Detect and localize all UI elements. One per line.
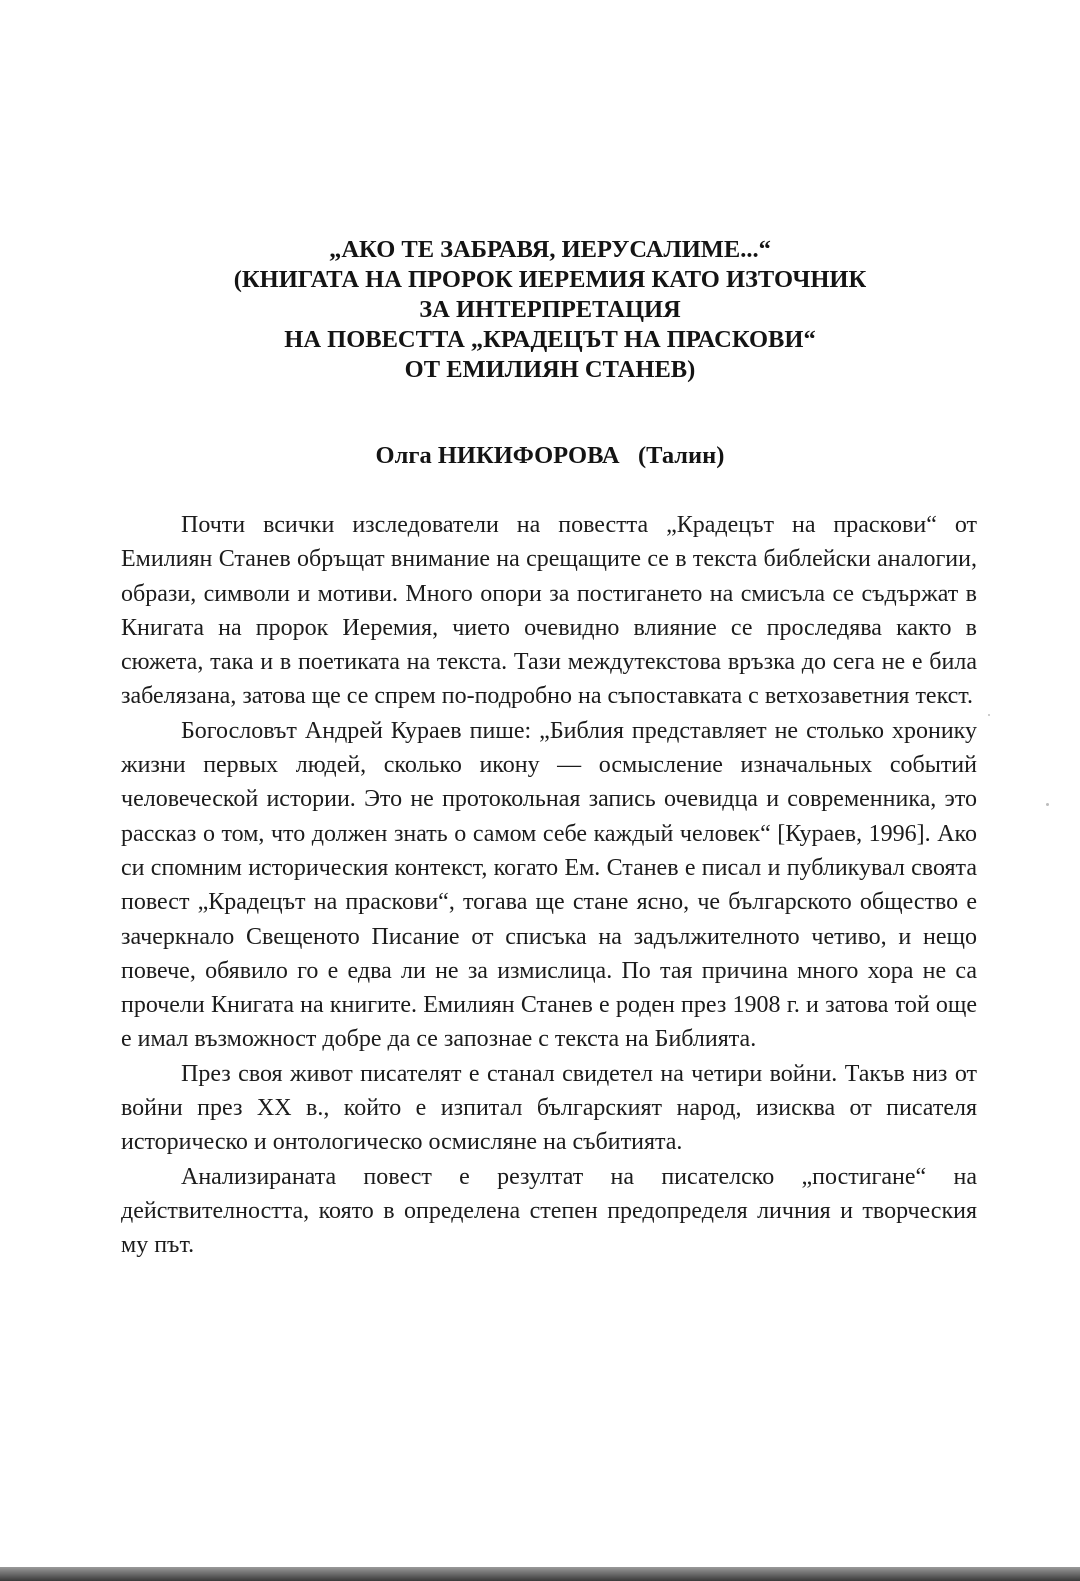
author-city: (Талин) <box>637 442 725 469</box>
author-line <box>120 441 980 471</box>
title-line-3: ЗА ИНТЕРПРЕТАЦИЯ <box>419 296 681 323</box>
paragraph-2: Богословът Андрей Кураев пише: „Библия представляет не столько хронику жизни первых людей, сколько икону — осмысление изначальных событий человеческой истории. Это не протокольная запись очевидца и современника, это рассказ о том, что должен знать о самом себе каждый человек“ [Кураев, 1996]. Ако си спомним историческия контекст, когато Ем. Станев е писал и публикувал своята повест „Крадецът на праскови“, тогава ще стане ясно, че българското общество е зачеркнало Свещеното Писание от списъка на задължителното четиво, и нещо повече, обявило го е едва ли не за измислица. По тая причина много хора не са прочели Книгата на книгите. Емилиян Станев е роден през 1908 г. и затова той още е имал възможност добре да се запознае с текста на Библията. <box>121 717 977 1053</box>
paragraph-4: Анализираната повест е резултат на писателско „постигане“ на действителността, която в определена степен предопределя личния и творческия му път. <box>121 1163 977 1259</box>
title-line-1: „АКО ТЕ ЗАБРАВЯ, ИЕРУСАЛИМЕ...“ <box>329 236 771 263</box>
article-body <box>121 508 977 1263</box>
title-line-4: НА ПОВЕСТТА „КРАДЕЦЪТ НА ПРАСКОВИ“ <box>284 326 816 353</box>
scan-speck <box>1046 803 1049 806</box>
scan-speck <box>988 714 990 716</box>
paragraph-1: Почти всички изследователи на повестта „Крадецът на праскови“ от Емилиян Станев обръщат внимание на срещащите се в текста библейски аналогии, образи, символи и мотиви. Много опори за постигането на смисъла се съдържат в Книгата на пророк Иеремия, чието очевидно влияние се проследява както в сюжета, така и в поетиката на текста. Тази междутекстова връзка до сега не е била забелязана, затова ще се спрем по-подробно на съпоставката с ветхозаветния текст. <box>121 512 977 710</box>
article-title <box>120 235 980 385</box>
title-line-5: ОТ ЕМИЛИЯН СТАНЕВ) <box>404 356 696 383</box>
title-line-2: (КНИГАТА НА ПРОРОК ИЕРЕМИЯ КАТО ИЗТОЧНИК <box>233 266 867 293</box>
author-name: Олга НИКИФОРОВА <box>375 442 620 469</box>
scan-edge-shadow <box>0 1567 1080 1581</box>
paragraph-3: През своя живот писателят е станал свидетел на четири войни. Такъв низ от войни през XX в., който е изпитал българският народ, изисква от писателя историческо и онтологическо осмисляне на събитията. <box>121 1060 977 1156</box>
